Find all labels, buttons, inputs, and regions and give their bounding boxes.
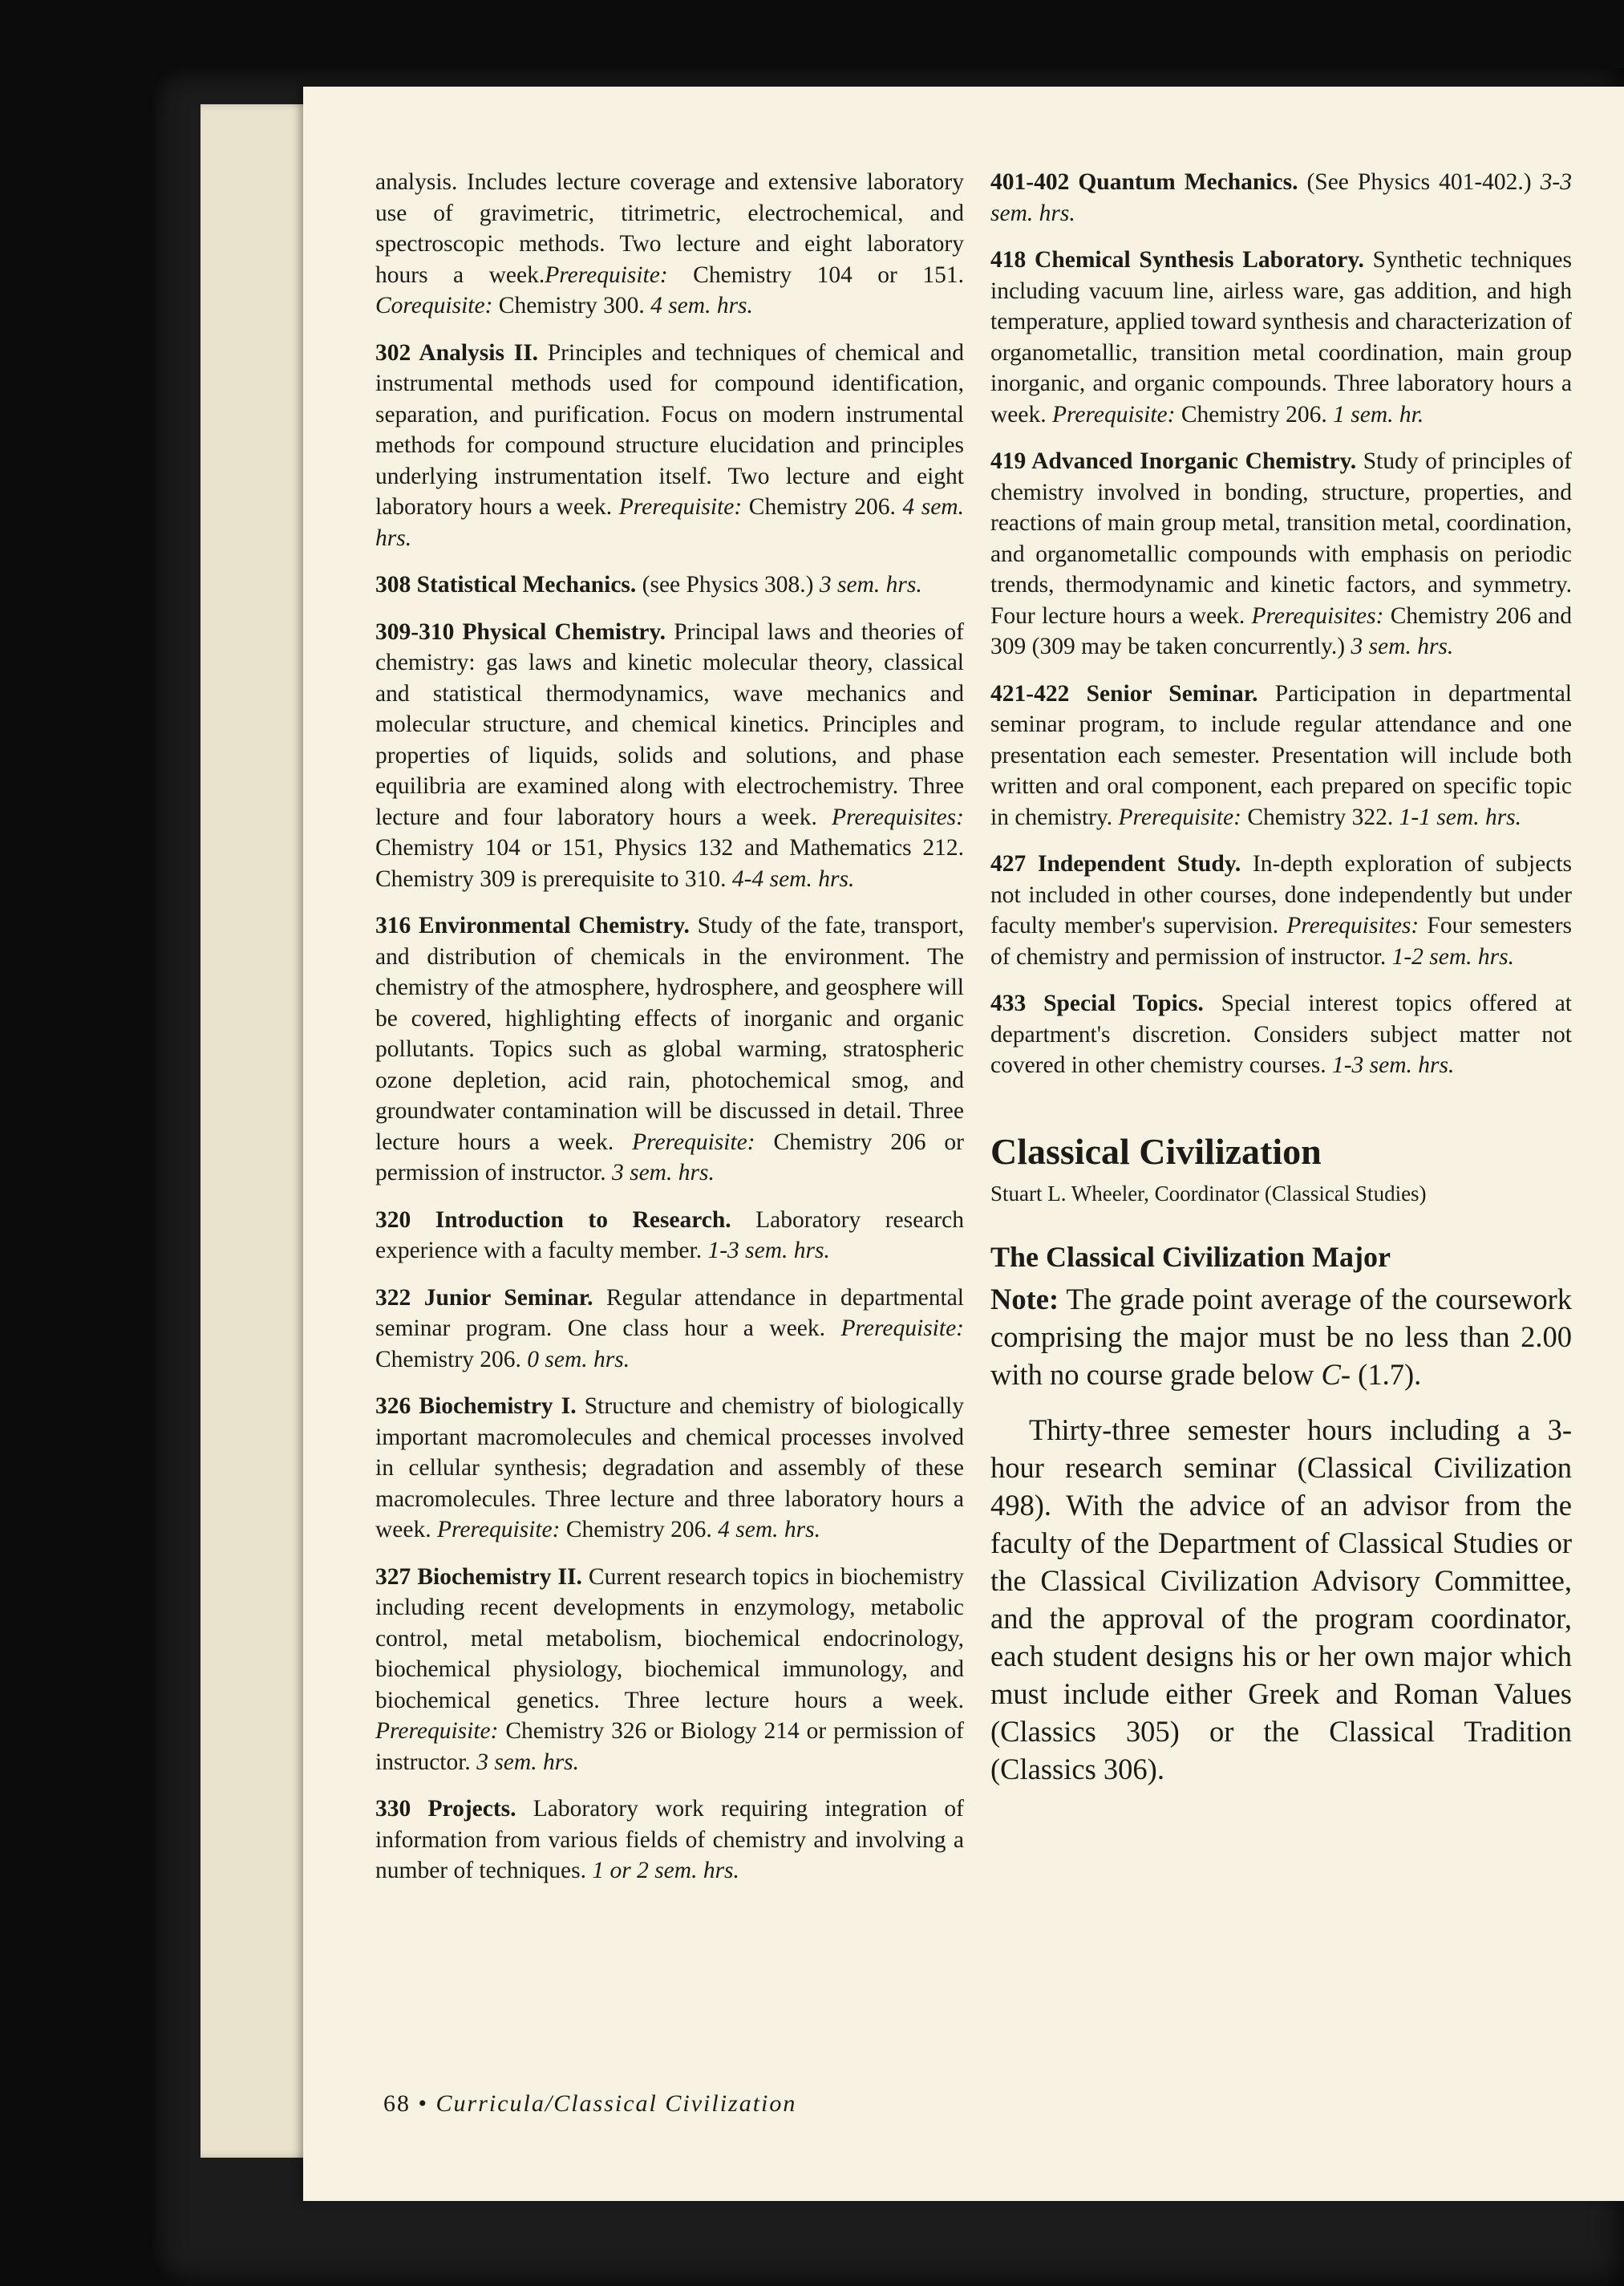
course-entry (375, 1283, 964, 1376)
prereq-label: Prerequisites: (832, 804, 964, 830)
prereq-text: Four semesters of chemistry and permission of instructor. (990, 913, 1573, 970)
note-grade: C- (1321, 1357, 1351, 1391)
course-description: (see Physics 308.) (636, 572, 820, 598)
course-description: Laboratory research experience with a faculty member. (375, 1206, 964, 1263)
note-label: Note: (990, 1282, 1059, 1315)
credit-hours: 3 sem. hrs. (611, 1160, 715, 1186)
prereq-text: Chemistry 206. (742, 494, 903, 520)
course-description: Study of principles of chemistry involved in bonding, structure, properties, and reactions of main group metal, transition metal, coordination, and organometallic compounds with emphasis on periodic trends, thermodynamic and kinetic factors, and symmetry. Four lecture hours a week. (990, 448, 1572, 629)
course-entry (375, 569, 964, 601)
prereq-text: Chemistry 206. (1175, 401, 1334, 428)
course-description: (See Physics 401-402.) (1298, 169, 1541, 195)
running-head: Curricula/Classical Civilization (435, 2090, 797, 2117)
course-entry (375, 1562, 964, 1778)
course-description: In-depth exploration of subjects not included in other courses, done independently but under faculty member's supervision. (990, 851, 1572, 938)
prereq-label: Prerequisite: (632, 1129, 755, 1155)
coordinator-line: Stuart L. Wheeler, Coordinator (Classical Studies) (990, 1181, 1427, 1206)
note-text-b: (1.7). (1351, 1357, 1422, 1391)
course-title: 418 Chemical Synthesis Laboratory. (990, 247, 1364, 273)
credit-hours: 1-3 sem. hrs. (707, 1238, 830, 1263)
footer-bullet: • (411, 2090, 436, 2117)
credit-hours: 3 sem. hrs. (476, 1749, 580, 1775)
coreq-text: Chemistry 300. (492, 293, 651, 318)
credit-hours: 4 sem. hrs. (718, 1517, 820, 1542)
credit-hours: 4-4 sem. hrs. (731, 865, 855, 892)
note-text-a: The grade point average of the coursework comprising the major must be no less than 2.00 with no course grade below (990, 1282, 1572, 1391)
course-entry (375, 1205, 964, 1267)
course-entry (990, 849, 1572, 972)
section-title: Classical Civilization (990, 1130, 1322, 1172)
course-description: Principal laws and theories of chemistry: gas laws and kinetic molecular theory, classical and statistical thermodynamics, wave mechanics and molecular structure, and chemical kinetics. Principles and properties of liquids, solids and solutions, and phase equilibria are examined along with electrochemistry. Three lecture and four laboratory hours a week. (375, 618, 964, 830)
right-column (990, 167, 1572, 1788)
major-heading: The Classical Civilization Major (990, 1240, 1391, 1273)
course-description: Special interest topics offered at department's discretion. Considers subject matter not covered in other chemistry courses. (990, 991, 1572, 1078)
prereq-label: Prerequisite: (840, 1315, 964, 1341)
course-description: Laboratory work requiring integration of information from various fields of chemistry and involving a number of techniques. (375, 1796, 964, 1883)
course-entry (990, 446, 1572, 663)
prereq-text: Chemistry 206 or permission of instructor. (375, 1129, 964, 1186)
course-entry (375, 617, 964, 895)
prereq-label: Prerequisite: (545, 261, 668, 288)
entry-body: analysis. Includes lecture coverage and extensive laboratory use of gravimetric, titrimetric, electrochemical, and spectroscopic methods. Two lecture and eight laboratory hours a week. (375, 169, 964, 288)
prereq-text: Chemistry 206 and 309 (309 may be taken concurrently.) (990, 602, 1572, 659)
prereq-label: Prerequisites: (1286, 913, 1419, 938)
course-title: 326 Biochemistry I. (375, 1393, 577, 1419)
credit-hours: 1-2 sem. hrs. (1391, 943, 1515, 970)
course-title: 322 Junior Seminar. (375, 1284, 593, 1311)
course-entry (990, 988, 1572, 1081)
course-title: 320 Introduction to Research. (375, 1206, 731, 1233)
prereq-label: Prerequisite: (375, 1718, 499, 1744)
page-footer (383, 2090, 796, 2118)
prereq-text: Chemistry 206. (560, 1517, 719, 1542)
credit-hours: 1-3 sem. hrs. (1331, 1052, 1455, 1078)
prereq-label: Prerequisite: (1052, 401, 1176, 428)
credit-hours: 0 sem. hrs. (527, 1346, 630, 1372)
course-description: Study of the fate, transport, and distribution of chemicals in the environment. The chemistry of the atmosphere, hydrosphere, and geosphere will be covered, highlighting effects of inorganic and organic pollutants. Topics such as global warming, stratospheric ozone depletion, acid rain, photochemical smog, and groundwater contamination will be discussed in detail. Three lecture hours a week. (375, 913, 964, 1155)
prereq-label: Prerequisite: (437, 1517, 561, 1542)
course-title: 421-422 Senior Seminar. (990, 680, 1258, 707)
prereq-label: Prerequisites: (1251, 602, 1384, 629)
book-page (303, 87, 1624, 2201)
prereq-text: Chemistry 104 or 151, Physics 132 and Mathematics 212. Chemistry 309 is prerequisite to 310. (375, 835, 964, 892)
course-entry (375, 910, 964, 1189)
credit-hours: 3 sem. hrs. (1351, 634, 1454, 659)
course-entry (990, 167, 1572, 229)
course-entry (990, 245, 1572, 430)
course-description: Current research topics in biochemistry including recent developments in enzymology, metabolic control, metal metabolism, biochemical endocrinology, biochemical physiology, biochemical immunology, and biochemical genetics. Three lecture hours a week. (375, 1563, 964, 1713)
credit-hours: 4 sem. hrs. (650, 293, 753, 318)
page-number: 68 (383, 2090, 411, 2117)
course-title: 316 Environmental Chemistry. (375, 913, 690, 938)
course-entry (375, 1794, 964, 1887)
course-title: 427 Independent Study. (990, 851, 1241, 877)
course-description: Structure and chemistry of biologically important macromolecules and chemical processes involved in cellular synthesis; degradation and assembly of these macromolecules. Three lecture and three laboratory hours a week. (375, 1393, 964, 1542)
credit-hours: 1-1 sem. hrs. (1399, 804, 1522, 830)
course-title: 308 Statistical Mechanics. (375, 572, 637, 598)
course-description: Principles and techniques of chemical and instrumental methods used for compound identification, separation, and purification. Focus on modern instrumental methods for compound structure elucidation and principles underlying instrumentation itself. Two lecture and eight laboratory hours a week. (375, 339, 964, 520)
credit-hours: 4 sem. hrs. (375, 494, 964, 551)
course-title: 419 Advanced Inorganic Chemistry. (990, 448, 1357, 474)
course-description: Participation in departmental seminar program, to include regular attendance and one presentation each semester. Presentation will include both written and oral component, each prepared on specific topic in chemistry. (990, 680, 1572, 830)
right-course-list (990, 167, 1572, 1081)
prereq-text: Chemistry 104 or 151. (667, 261, 964, 288)
note-paragraph (990, 1280, 1572, 1393)
coreq-label: Corequisite: (375, 293, 493, 318)
course-title: 302 Analysis II. (375, 339, 539, 366)
credit-hours: 3 sem. hrs. (819, 572, 922, 598)
credit-hours: 1 sem. hr. (1333, 401, 1424, 428)
credit-hours: 3-3 sem. hrs. (990, 169, 1572, 226)
course-entry (990, 679, 1572, 833)
prereq-text: Chemistry 322. (1241, 804, 1399, 830)
credit-hours: 1 or 2 sem. hrs. (592, 1858, 739, 1883)
course-title: 401-402 Quantum Mechanics. (990, 169, 1298, 195)
left-column (375, 167, 964, 1903)
prereq-label: Prerequisite: (618, 494, 743, 520)
major-requirements-paragraph: Thirty-three semester hours including a 3-hour research seminar (Classical Civilization 498). With the advice of an advisor from the faculty of the Department of Classical Studies or the Classical Civilization Advisory Committee, and the approval of the program coordinator, each student designs his or her own major which must include either Greek and Roman Values (Classics 305) or the Classical Tradition (Classics 306). (990, 1413, 1572, 1785)
prereq-text: Chemistry 326 or Biology 214 or permission of instructor. (375, 1718, 964, 1775)
left-course-list (375, 338, 964, 1887)
prereq-label: Prerequisite: (1118, 804, 1241, 830)
course-entry-intro (375, 167, 964, 322)
prereq-text: Chemistry 206. (375, 1346, 528, 1372)
course-title: 330 Projects. (375, 1796, 516, 1822)
course-title: 309-310 Physical Chemistry. (375, 618, 666, 645)
course-title: 327 Biochemistry II. (375, 1563, 582, 1590)
course-entry (375, 1391, 964, 1546)
course-description: Regular attendance in departmental seminar program. One class hour a week. (375, 1284, 964, 1341)
course-description: Synthetic techniques including vacuum line, airless ware, gas addition, and high temperature, applied toward synthesis and characterization of organometallic, transition metal coordination, main group inorganic, and organic compounds. Three laboratory hours a week. (990, 247, 1572, 428)
course-title: 433 Special Topics. (990, 991, 1204, 1016)
course-entry (375, 338, 964, 554)
